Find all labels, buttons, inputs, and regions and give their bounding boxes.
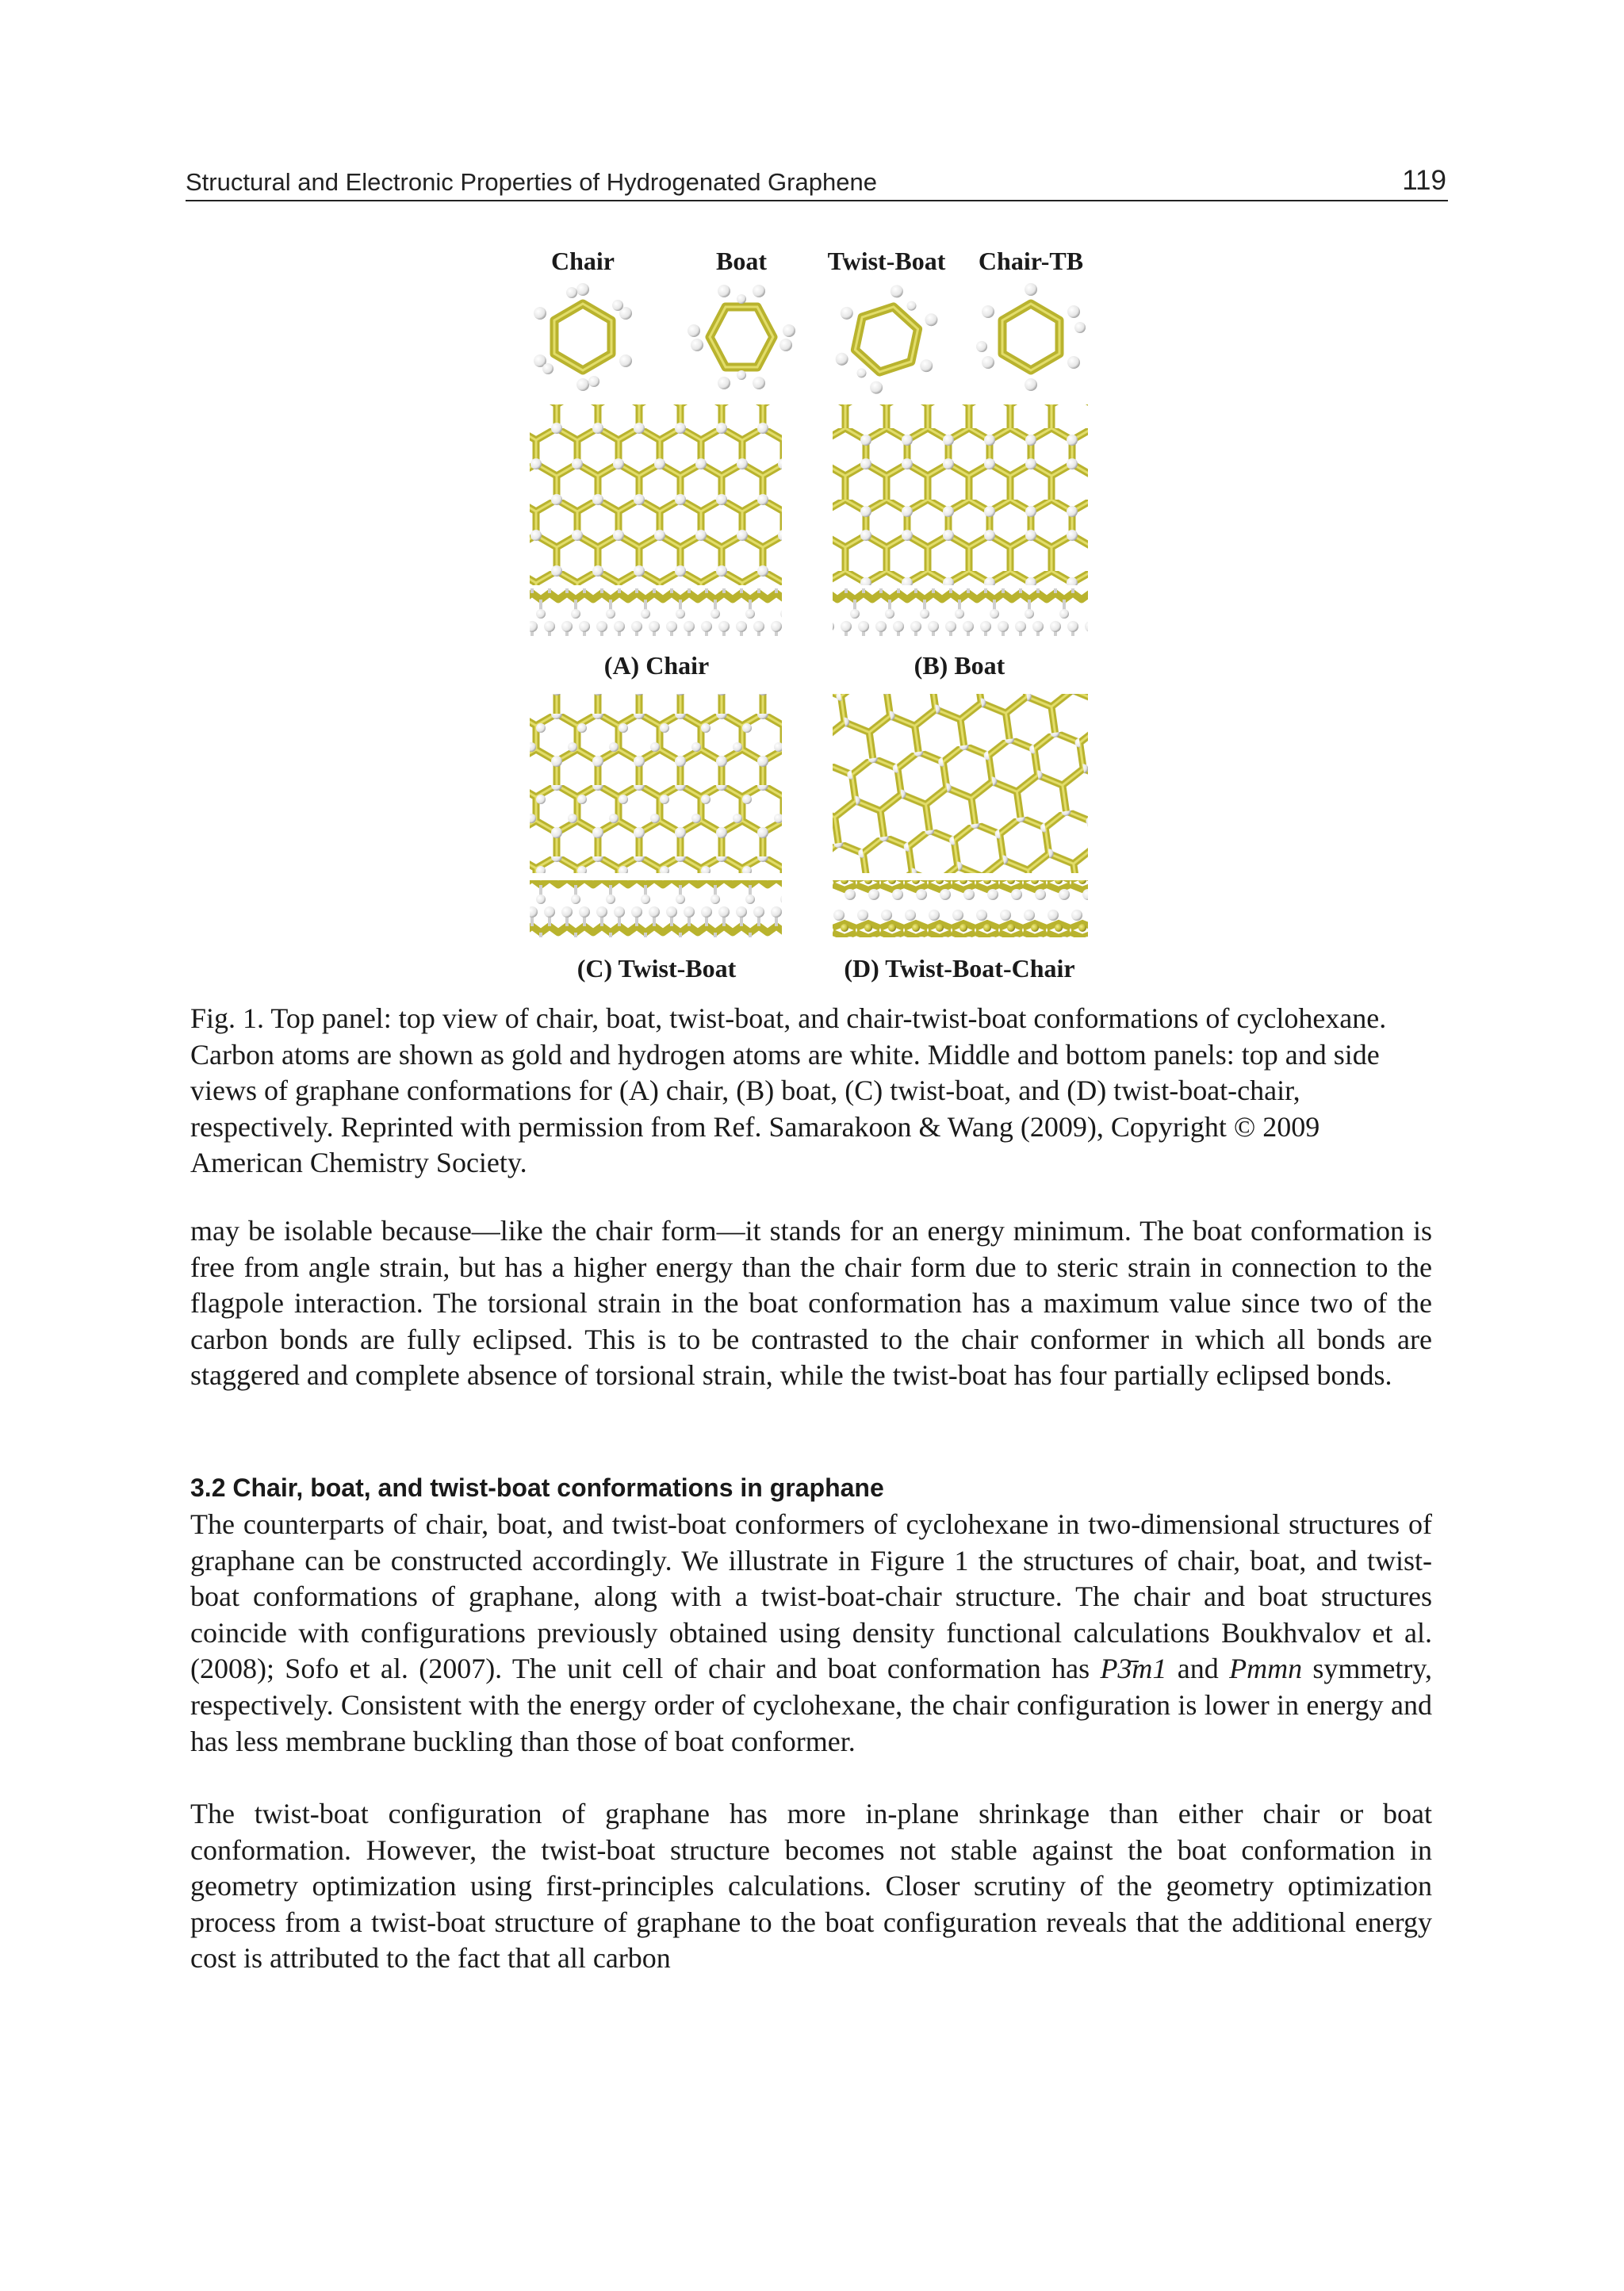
label-chair: Chair [551,247,615,275]
section-heading: 3.2 Chair, boat, and twist-boat conformations in graphane [190,1473,884,1502]
caption-text: Fig. 1. Top panel: top view of chair, boat, twist-boat, and chair-twist-boat conformations of cyclohexane. Carbon atoms are shown as gold and hydrogen atoms are white. Middle and bottom panels: top and side views of graphane conformations for (A) chair, (B) boat, (C) twist-boat, and (D) twist-boat-chair, respectively. Reprinted with permission from Ref. Samarakoon & Wang (2009), Copyright © 2009 American Chemistry Society. [190,1002,1387,1179]
panel-d-top-view [833,694,1088,873]
conjunction-and: and [1177,1653,1219,1685]
label-twist-boat: Twist-Boat [827,247,946,275]
cyclohexane-twist-boat [825,274,948,404]
cyclohexane-chair [534,283,632,391]
panel-label-d: (D) Twist-Boat-Chair [844,954,1075,983]
panel-b-side-view [833,588,1088,636]
panel-c-top-view [530,694,782,873]
symmetry-boat: Pmmn [1229,1653,1303,1685]
symmetry-chair: P3̄m1 [1100,1653,1167,1685]
paragraph-3: The twist-boat configuration of graphane has more in-plane shrinkage than either chair or boat conformation. However, the twist-boat structure becomes not stable against the boat conformation in geometry optimization using first-principles calculations. Closer scrutiny of the geometry optimization process from a twist-boat structure of graphane to the boat configuration reveals that the additional energy cost is attributed to the fact that all carbon [190,1798,1432,1975]
label-chair-tb: Chair-TB [978,247,1084,275]
running-title: Structural and Electronic Properties of Hydrogenated Graphene [186,168,877,196]
panel-label-b: (B) Boat [914,651,1005,680]
paragraph-2-part-2: symmetry, respectively. Consistent with the energy order of cyclohexane, the chair configuration is lower in energy and has less membrane buckling than those of boat conformer. [190,1653,1433,1757]
panel-label-c: (C) Twist-Boat [576,954,737,983]
panel-c-side-view [530,880,782,937]
panel-a-side-view [530,588,782,636]
cyclohexane-boat [688,285,795,389]
figure-caption [190,1001,1427,1182]
page-number: 119 [1402,165,1446,196]
figure-1 [0,0,1624,991]
paragraph-1: may be isolable because—like the chair form—it stands for an energy minimum. The boat conformation is free from angle strain, but has a higher energy than the chair form due to steric strain in connection to the flagpole interaction. The torsional strain in the boat conformation has a maximum value since two of the carbon bonds are fully eclipsed. This is to be contrasted to the chair conformer in which all bonds are staggered and complete absence of torsional strain, while the twist-boat has four partially eclipsed bonds. [190,1215,1432,1392]
panel-a-top-view [530,404,782,585]
panel-b-top-view [833,404,1088,585]
paragraph-2-part-1: The counterparts of chair, boat, and twist-boat conformers of cyclohexane in two-dimensional structures of graphane can be constructed accordingly. We illustrate in Figure 1 the structures of chair, boat, and twist-boat conformations of graphane, along with a twist-boat-chair structure. The chair and boat structures coincide with configurations previously obtained using density functional calculations Boukhvalov et al. (2008); Sofo et al. (2007). The unit cell of chair and boat conformation has [190,1508,1432,1685]
panel-label-a: (A) Chair [603,651,710,680]
panel-d-side-view [833,880,1088,937]
cyclohexane-chair-tb [976,283,1086,391]
label-boat: Boat [716,247,767,275]
paragraph-2 [190,1507,1432,1760]
